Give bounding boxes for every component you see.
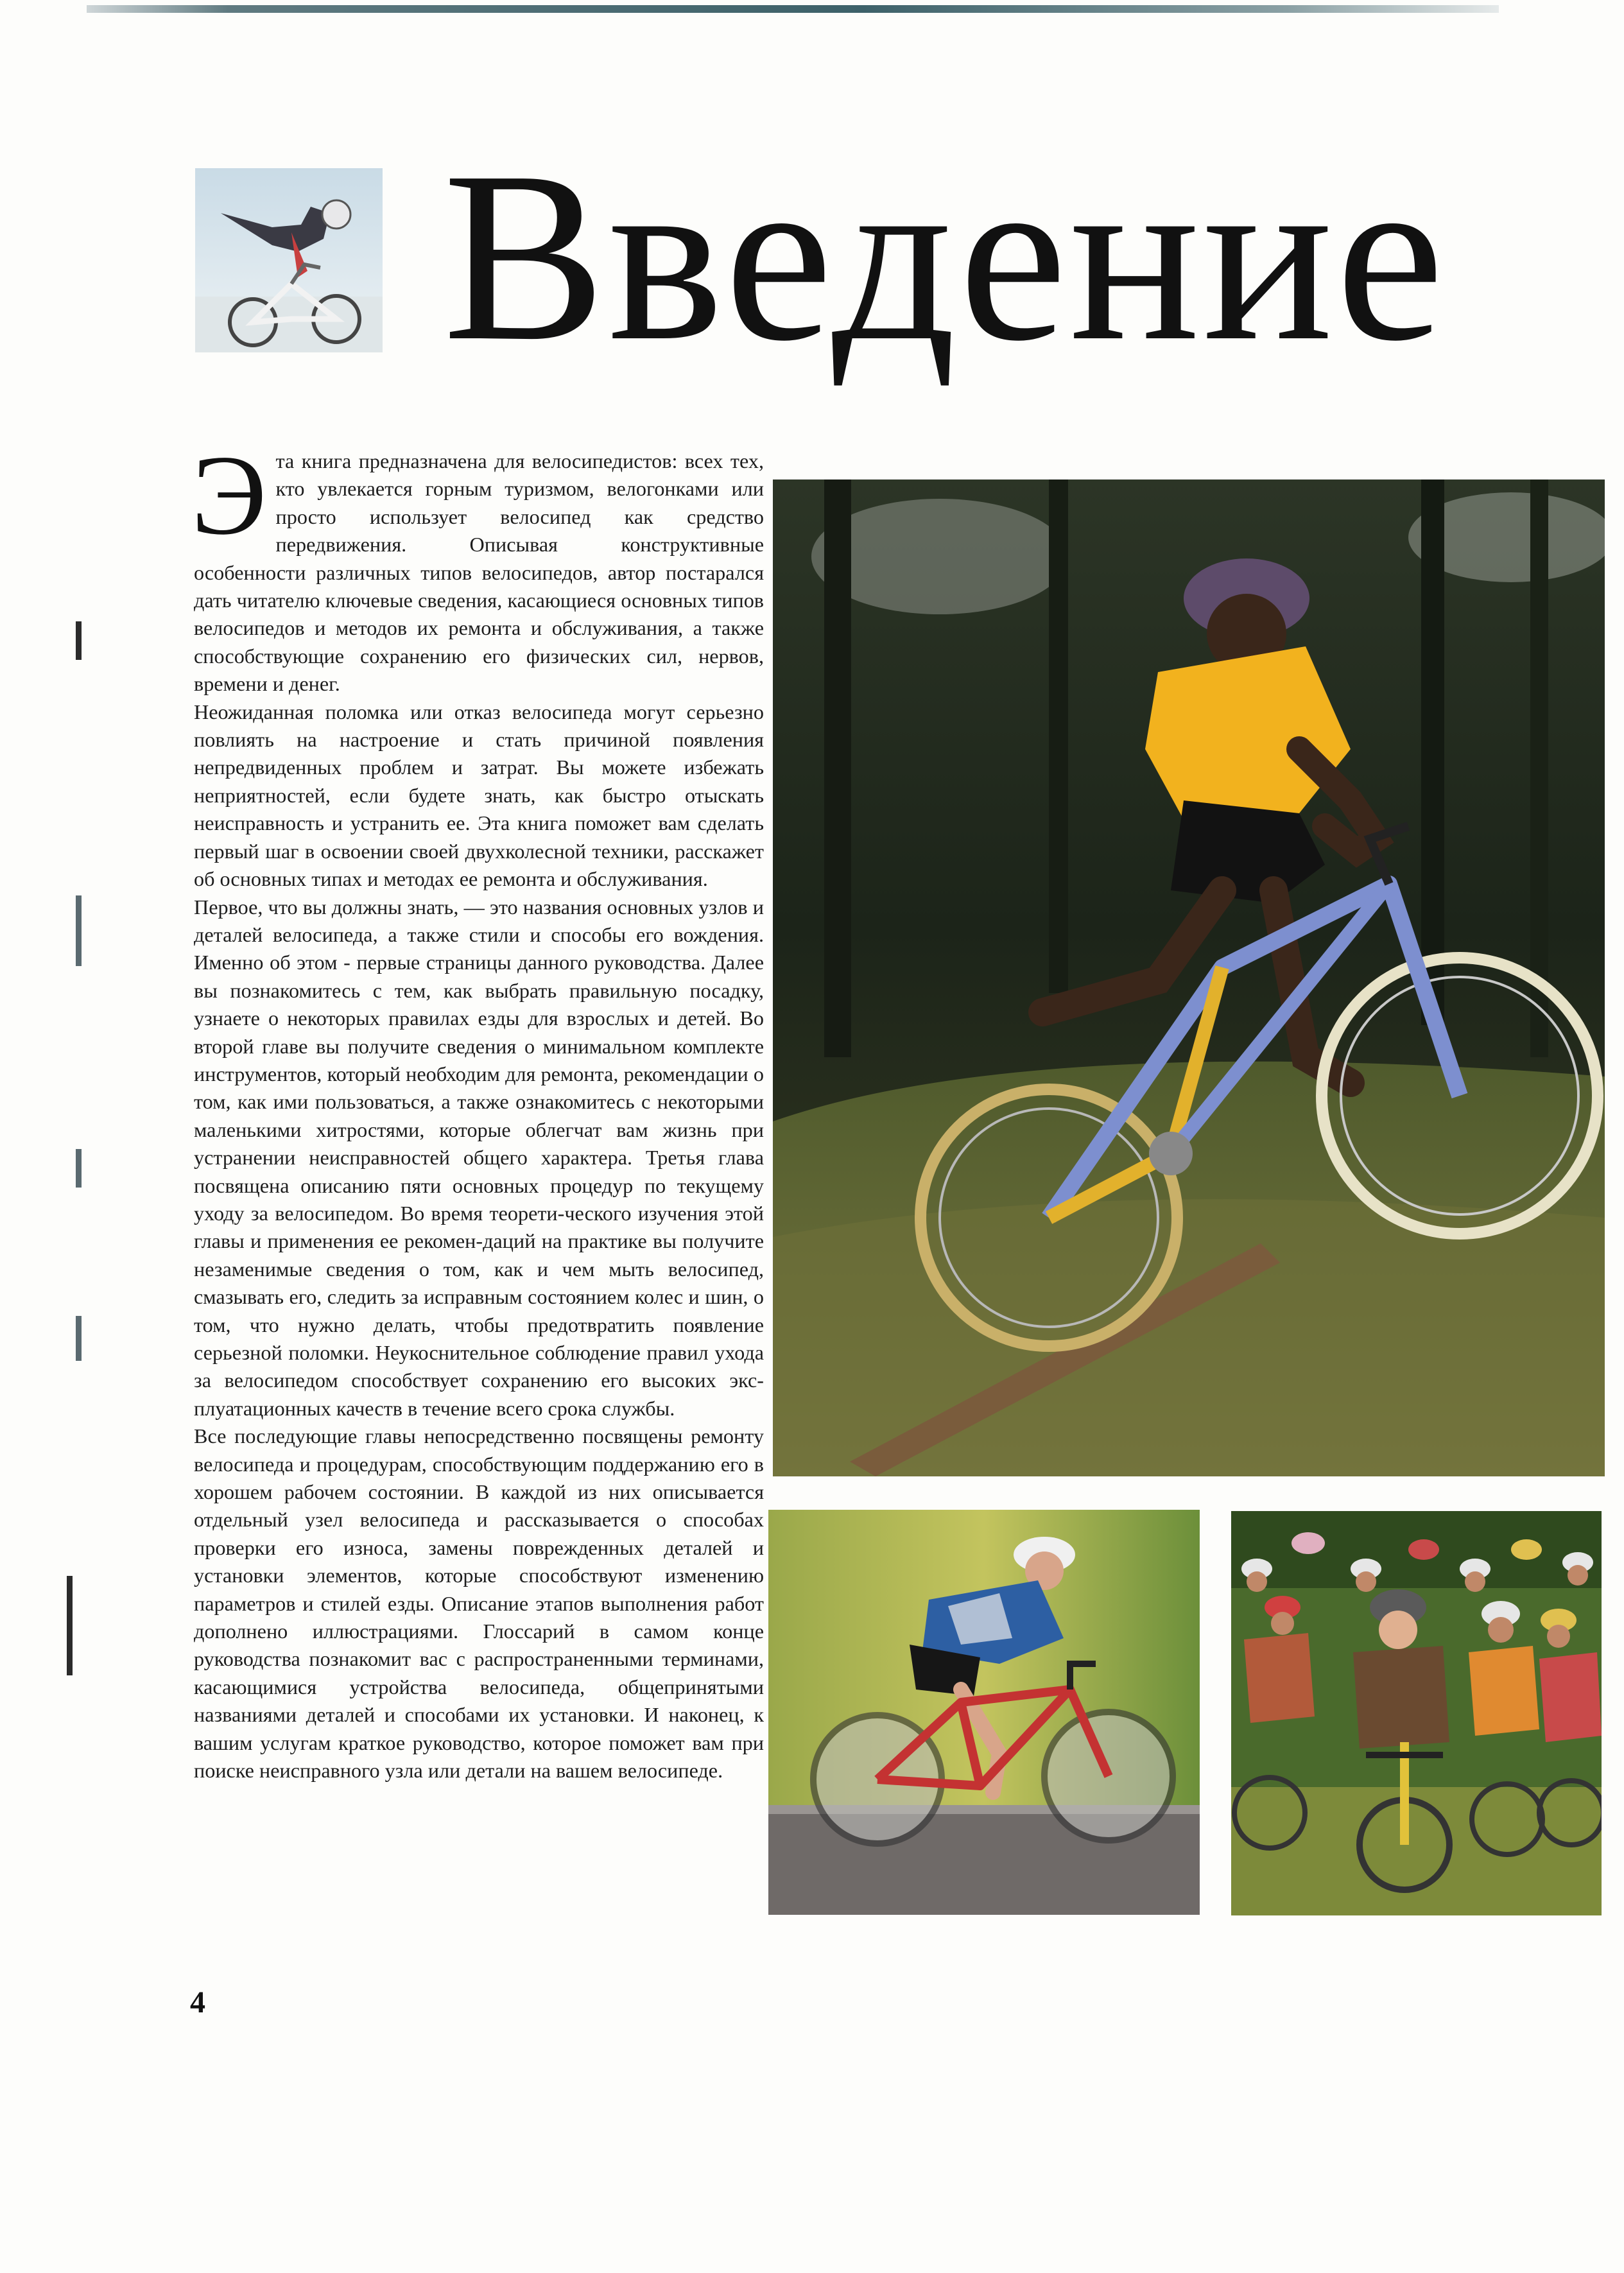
page-title: Введение: [443, 121, 1447, 392]
paragraph-intro: [191, 431, 764, 698]
paragraph-chapters: Все последующие главы непосредственно посвящены ремонту велосипеда и процедурам, способствующим поддержанию его в хорошем рабочем состоянии. В каждой из них описывается отдельный узел велосипеда и рассказывается о способах проверки его износа, замены поврежденных деталей и установки элементов, которые способствуют изменению параметров и стилей езды. Описание этапов выполнения работ дополнено иллюстрациями. Глоссарий в самом конце руководства познакомит вас с распространенными терминами, касающимися устройства велосипеда, общепринятыми названиями деталей и способами их установки. И наконец, к вашим услугам краткое руководство, которое поможет вам при поиске неисправного узла или детали на вашем велосипеде.: [194, 1424, 764, 1783]
paragraph-basics: Первое, что вы должны знать, — это названия основных узлов и деталей велосипеда, а также стили и способы его вождения. Именно об этом - первые страницы данного руководства. Далее вы познакомитесь с тем, как выбрать правильную посадку, узнаете о некоторых правилах езды для взрослых и детей. Во второй главе вы получите сведения о минимальном комплекте инструментов, который необходим для ремонта, рекомендации о том, как ими пользоваться, а также ознакомитесь с некоторыми маленькими хитростями, которые облегчат вам жизнь при устранении неисправностей общего характера. Третья глава посвящена описанию пяти основных процедур по текущему уходу за велосипедом. Во время теорети-ческого изучения этой главы и применения ее рекомен-даций на практике вы получите незаменимые сведения о том, как и чем мыть велосипед, смазывать его, следить за исправным состоянием колес и шин, о том, что нужно делать, чтобы предотвратить появление серьезной поломки. Неукоснительное соблюдение правил ухода за велосипедом способствует сохранению его высоких экс-плуатационных качеств в течение всего срока службы.: [194, 895, 764, 1420]
road-cyclist-photo: [768, 1510, 1200, 1915]
kids-race-photo: [1231, 1511, 1602, 1915]
drop-cap: Э: [191, 431, 267, 558]
article-body: [191, 431, 764, 1785]
bmx-rider-thumbnail: [195, 168, 383, 352]
page-number: 4: [190, 1985, 205, 2019]
paragraph-breakdown: Неожиданная поломка или отказ велосипеда могут серьезно повлиять на настроение и стать причиной появления непредвиденных проблем и затрат. Вы можете избежать неприятностей, если будете знать, как быстро отыскать неисправность и устранить ее. Эта книга поможет вам сделать первый шаг в освоении своей двухколесной техники, расскажет об основных типах и методах ее ремонта и обслуживания.: [194, 700, 764, 891]
paragraph-intro-text: та книга предназначена для велосипедистов: всех тех, кто увлекается горным туризмом, велогонками или просто использует велосипед как средство передвижения. Описывая конструктивные особенности различных типов велосипедов, автор постарался дать читателю ключевые сведения, касающиеся основных типов велосипедов и методов их ремонта и обслуживания, а также способствующие сохранению его физических сил, нервов, времени и денег.: [194, 449, 764, 696]
mountain-biker-photo: [773, 480, 1605, 1476]
top-rule: [87, 5, 1499, 13]
